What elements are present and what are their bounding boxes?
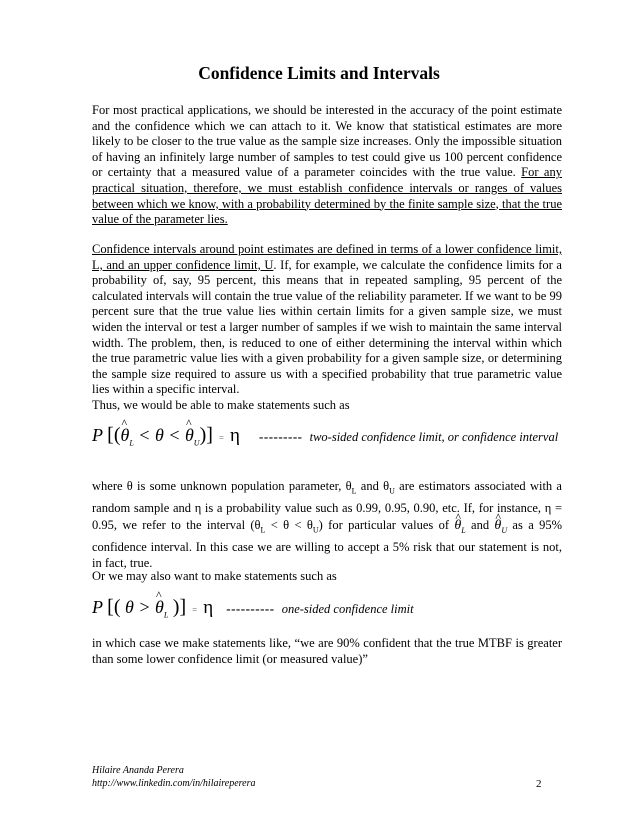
- theta-hat-u-symbol: ^ $\theta_U$: [494, 518, 507, 533]
- equation-two-sided-expression: P [(^ $\theta_L < \theta$ < ^ $\theta_U$)]: [92, 425, 213, 445]
- definitions-part-a: where θ is some unknown population parameter, θ: [92, 479, 352, 493]
- equation-one-sided-dashes: ----------: [226, 601, 275, 616]
- footer: [92, 764, 256, 790]
- definitions-part-e: ) for particular values of: [318, 517, 455, 532]
- footer-author: Hilaire Ananda Perera: [92, 765, 184, 776]
- definitions-sub-l-2: L: [260, 525, 266, 534]
- definitions-part-g: as a 95% confidence interval. In this case we are willing to accept a 5% risk that our statement is not, in fact, true.: [92, 517, 562, 571]
- paragraph-mtbf: in which case we make statements like, “we are 90% confident that the true MTBF is greater than some lower confidence limit (or measured value)”: [92, 636, 562, 666]
- paragraph-definitions: [92, 478, 562, 572]
- definitions-part-f: and: [465, 517, 495, 532]
- equation-one-sided-note: one-sided confidence limit: [281, 602, 414, 616]
- equation-one-sided-probability-symbol: P: [92, 597, 103, 617]
- page-number: 2: [536, 778, 542, 790]
- paragraph-statements-intro: Thus, we would be able to make statements such as: [92, 398, 350, 412]
- footer-url[interactable]: http://www.linkedin.com/in/hilaireperera: [92, 778, 256, 789]
- definitions-part-c: are estimators associated with a random sample and η is a probability value such as 0.99, 0.95, 0.90, etc. If, for instance, η = 0.95, we refer to the interval (θ: [92, 479, 562, 532]
- equation-two-sided-dashes: ---------: [259, 429, 303, 444]
- definitions-sub-u: U: [389, 486, 395, 496]
- definitions-sub-u-2: U: [312, 525, 319, 534]
- equation-probability-symbol: P: [92, 425, 103, 445]
- definitions-part-b: and θ: [356, 479, 390, 493]
- paragraph-intervals-underlined: Confidence intervals around point estimates are defined in terms of a lower confidence limit, L, and an upper confidence limit, U: [92, 242, 562, 272]
- paragraph-intro-underlined: For any practical situation, therefore, we must establish confidence intervals or ranges of values between which we know, with a probability determined by the finite sample size, that the true value of the parameter lies.: [92, 165, 562, 227]
- equation-two-sided-note: two-sided confidence limit, or confidence interval: [309, 430, 559, 444]
- definitions-part-d: < θ < θ: [265, 517, 313, 532]
- paragraph-intro-text: For most practical applications, we should be interested in the accuracy of the point estimate and the confidence which we can attach to it. We know that statistical estimates are more likely to be closer to the true value as the sample size increases. Only the impossible situation of having an infinitely large number of samples to test could give us 100 percent confidence or certainty that a measured value of a parameter coincides with the true value.: [92, 103, 562, 180]
- theta-hat-l-symbol: ^ $\theta_L$: [454, 518, 465, 533]
- page-title: Confidence Limits and Intervals: [198, 63, 440, 83]
- paragraph-one-sided-intro: Or we may also want to make statements such as: [92, 569, 337, 583]
- definitions-sub-l: L: [351, 486, 357, 496]
- equation-one-sided-expression: P [( θ > ^ $\theta_L$ )]: [92, 597, 186, 617]
- equation-two-sided: P [(^ $\theta_L < \theta$ < ^ $\theta_U)] = \eta$ --------- two-sided confidence limit, or confidence interval: [92, 424, 558, 448]
- equation-one-sided: P [( θ > ^ $\theta_L$ )] = η ---------- one-sided confidence limit: [92, 596, 414, 620]
- paragraph-intro: [92, 103, 562, 228]
- paragraph-intervals: [92, 242, 562, 398]
- paragraph-intervals-text: . If, for example, we calculate the confidence limits for a probability of, say, 95 percent, this means that in repeated sampling, 95 percent of the calculated intervals will contain the true value of the reliability parameter. If we want to be 99 percent sure that the true value lies within certain limits for a given sample size, we must widen the interval or test a larger number of samples if we wish to maintain the same interval width. The problem, then, is reduced to one of either determining the interval within which the true parametric value lies with a given probability for a given sample size, or determining the sample size required to assure us with a specified probability that true parametric value lies within a specific interval.: [92, 257, 562, 397]
